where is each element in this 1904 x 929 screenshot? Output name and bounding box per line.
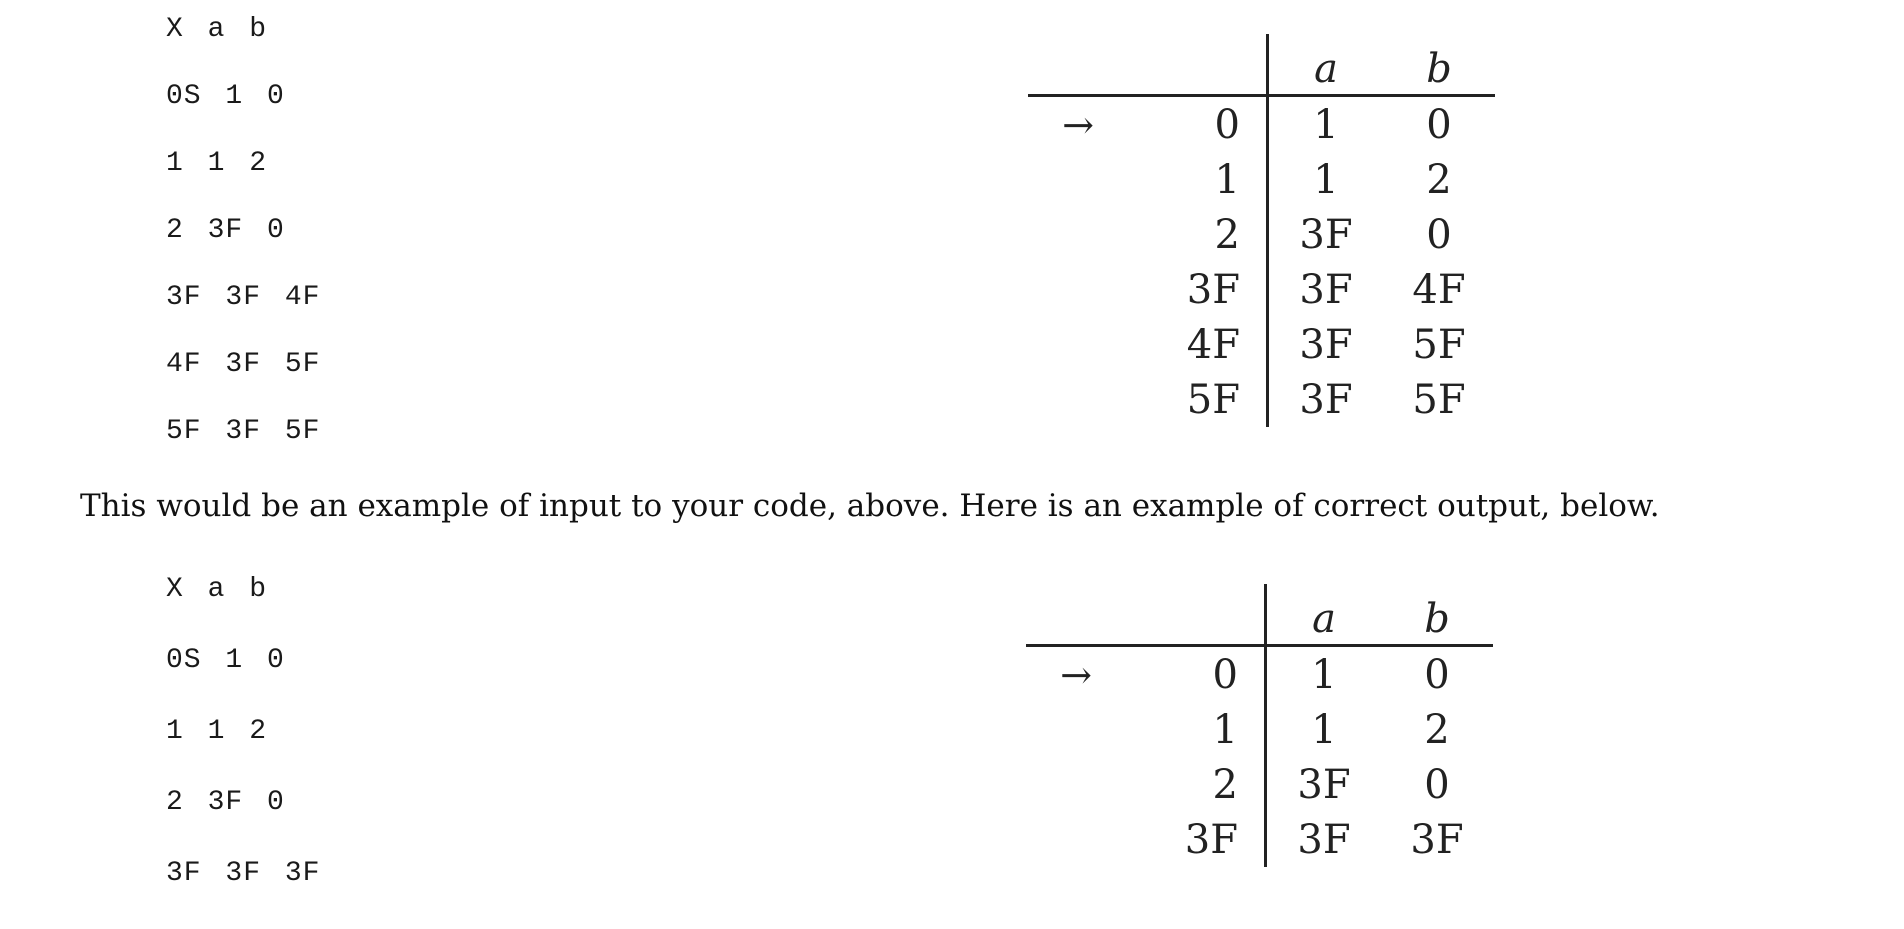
- header-state-cell: [1128, 34, 1268, 96]
- state-cell: 1: [1126, 702, 1266, 757]
- transition-a-cell: 3F: [1299, 376, 1353, 423]
- input-text-line: X a b: [166, 14, 268, 45]
- output-text-line: 2 3F 0: [166, 787, 285, 818]
- header-marker-cell: [1028, 34, 1128, 96]
- start-arrow-icon: →: [1062, 102, 1094, 147]
- input-text-line: 4F 3F 5F: [166, 349, 321, 380]
- input-text-listing: [166, 14, 320, 483]
- transition-b-cell: 3F: [1410, 816, 1464, 863]
- transition-b-cell: 0: [1424, 761, 1450, 808]
- table-row: [1028, 207, 1495, 262]
- transition-a-cell: 3F: [1297, 761, 1351, 808]
- explanation-text: This would be an example of input to your code, above. Here is an example of correct output, below.: [80, 488, 1660, 524]
- output-text-line: 1 1 2: [166, 716, 268, 747]
- table-row: [1028, 262, 1495, 317]
- marker-cell: [1026, 757, 1126, 812]
- marker-cell: [1028, 262, 1128, 317]
- table-row: [1026, 757, 1493, 812]
- table-header-row: [1026, 584, 1493, 646]
- header-symbol-a: a: [1268, 34, 1384, 96]
- transition-a-cell: 3F: [1299, 266, 1353, 313]
- transition-b-cell: 2: [1424, 706, 1450, 753]
- transition-a-cell: 1: [1313, 101, 1339, 148]
- state-cell: 0: [1128, 96, 1268, 153]
- start-arrow-icon: →: [1060, 652, 1092, 697]
- transition-b-cell: 4F: [1412, 266, 1466, 313]
- output-text-line: X a b: [166, 574, 268, 605]
- state-cell: 4F: [1128, 317, 1268, 372]
- state-cell: 1: [1128, 152, 1268, 207]
- marker-cell: [1026, 812, 1126, 867]
- state-cell: 3F: [1128, 262, 1268, 317]
- header-symbol-b: b: [1383, 34, 1495, 96]
- header-symbol-b: b: [1381, 584, 1493, 646]
- transition-a-cell: 3F: [1299, 211, 1353, 258]
- output-text-line: 3F 3F 3F: [166, 858, 321, 889]
- input-text-line: 0S 1 0: [166, 81, 285, 112]
- input-text-line: 5F 3F 5F: [166, 416, 321, 447]
- state-cell: 2: [1128, 207, 1268, 262]
- output-text-line: 0S 1 0: [166, 645, 285, 676]
- state-cell: 2: [1126, 757, 1266, 812]
- output-transition-table: [1026, 584, 1493, 867]
- header-symbol-a: a: [1266, 584, 1382, 646]
- transition-a-cell: 1: [1311, 651, 1337, 698]
- input-text-line: 1 1 2: [166, 148, 268, 179]
- marker-cell: [1028, 317, 1128, 372]
- table-row: [1028, 152, 1495, 207]
- state-cell: 3F: [1126, 812, 1266, 867]
- header-marker-cell: [1026, 584, 1126, 646]
- transition-b-cell: 5F: [1412, 376, 1466, 423]
- table-row: [1026, 812, 1493, 867]
- header-state-cell: [1126, 584, 1266, 646]
- output-text-listing: [166, 574, 320, 929]
- state-cell: 0: [1126, 646, 1266, 703]
- marker-cell: [1028, 372, 1128, 427]
- marker-cell: [1028, 152, 1128, 207]
- transition-b-cell: 2: [1426, 156, 1452, 203]
- table-header-row: [1028, 34, 1495, 96]
- transition-a-cell: 1: [1313, 156, 1339, 203]
- transition-a-cell: 1: [1311, 706, 1337, 753]
- state-cell: 5F: [1128, 372, 1268, 427]
- table-row: [1028, 372, 1495, 427]
- table-row: [1028, 317, 1495, 372]
- input-text-line: 2 3F 0: [166, 215, 285, 246]
- transition-b-cell: 0: [1426, 211, 1452, 258]
- transition-a-cell: 3F: [1297, 816, 1351, 863]
- table-row: [1026, 646, 1493, 703]
- marker-cell: [1028, 207, 1128, 262]
- input-transition-table: [1028, 34, 1495, 427]
- input-text-line: 3F 3F 4F: [166, 282, 321, 313]
- transition-a-cell: 3F: [1299, 321, 1353, 368]
- marker-cell: [1026, 702, 1126, 757]
- transition-b-cell: 5F: [1412, 321, 1466, 368]
- table-row: [1026, 702, 1493, 757]
- output-example-section: [0, 560, 1904, 918]
- table-row: [1028, 96, 1495, 153]
- transition-b-cell: 0: [1424, 651, 1450, 698]
- transition-b-cell: 0: [1426, 101, 1452, 148]
